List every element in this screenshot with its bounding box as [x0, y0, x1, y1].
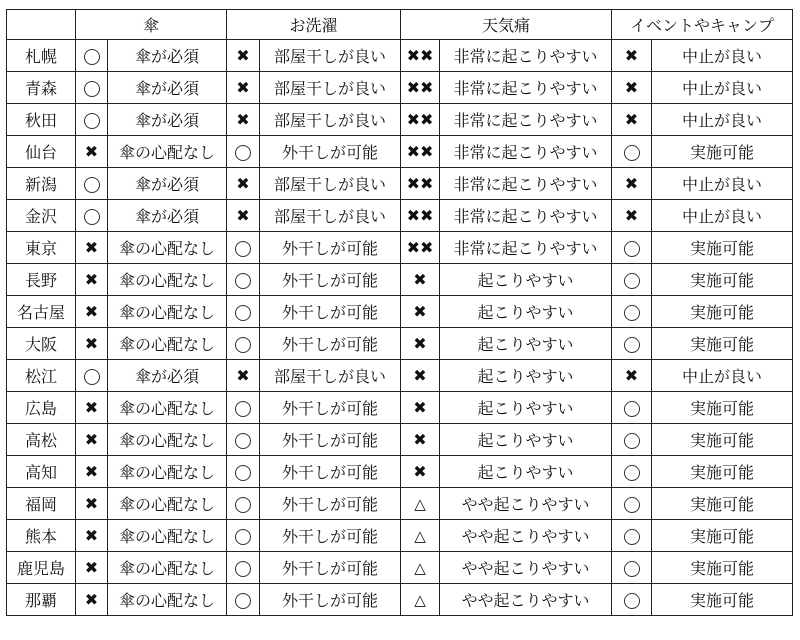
- weather-pain-symbol: [401, 104, 440, 136]
- weather-pain-text: 非常に起こりやすい: [440, 72, 612, 104]
- event-symbol: [612, 488, 652, 520]
- umbrella-symbol: [76, 136, 108, 168]
- event-symbol: [612, 104, 652, 136]
- table-row: [7, 584, 793, 616]
- cross-icon: ✖: [413, 302, 427, 321]
- event-text: 実施可能: [652, 456, 793, 488]
- triangle-icon: △: [414, 527, 426, 545]
- umbrella-text: 傘が必須: [108, 360, 227, 392]
- weather-pain-symbol: [401, 552, 440, 584]
- forecast-table: [6, 9, 793, 616]
- laundry-text: 外干しが可能: [260, 552, 401, 584]
- cross-icon: ✖: [84, 430, 99, 449]
- table-row: [7, 296, 793, 328]
- weather-pain-text: やや起こりやすい: [440, 584, 612, 616]
- city-name: 高知: [7, 456, 76, 488]
- cross-icon: ✖: [624, 46, 639, 65]
- cross-icon: ✖: [413, 398, 427, 417]
- cross-icon: ✖: [84, 526, 99, 545]
- laundry-symbol: [227, 40, 260, 72]
- laundry-text: 外干しが可能: [260, 232, 401, 264]
- laundry-symbol: [227, 296, 260, 328]
- cross-icon: ✖: [84, 590, 99, 609]
- cross-icon: ✖: [413, 430, 427, 449]
- umbrella-symbol: [76, 40, 108, 72]
- circle-icon: [624, 401, 640, 417]
- circle-icon: [235, 145, 251, 161]
- laundry-text: 部屋干しが良い: [260, 72, 401, 104]
- laundry-text: 外干しが可能: [260, 584, 401, 616]
- laundry-symbol: [227, 264, 260, 296]
- event-symbol: [612, 424, 652, 456]
- circle-icon: [235, 401, 251, 417]
- laundry-text: 部屋干しが良い: [260, 360, 401, 392]
- event-text: 中止が良い: [652, 168, 793, 200]
- table-row: [7, 72, 793, 104]
- weather-pain-symbol: [401, 72, 440, 104]
- circle-icon: [624, 465, 640, 481]
- event-text: 中止が良い: [652, 104, 793, 136]
- weather-pain-symbol: [401, 328, 440, 360]
- event-text: 実施可能: [652, 328, 793, 360]
- laundry-text: 部屋干しが良い: [260, 40, 401, 72]
- weather-pain-symbol: [401, 232, 440, 264]
- city-name: 大阪: [7, 328, 76, 360]
- city-name: 東京: [7, 232, 76, 264]
- city-name: 秋田: [7, 104, 76, 136]
- laundry-text: 外干しが可能: [260, 296, 401, 328]
- circle-icon: [235, 465, 251, 481]
- city-name: 金沢: [7, 200, 76, 232]
- weather-pain-text: やや起こりやすい: [440, 520, 612, 552]
- double-cross-icon: ✖✖: [406, 174, 434, 193]
- laundry-text: 外干しが可能: [260, 328, 401, 360]
- circle-icon: [235, 497, 251, 513]
- forecast-table-wrapper: [6, 9, 793, 616]
- cross-icon: ✖: [236, 206, 250, 225]
- event-text: 実施可能: [652, 552, 793, 584]
- city-name: 札幌: [7, 40, 76, 72]
- circle-icon: [235, 561, 251, 577]
- umbrella-symbol: [76, 104, 108, 136]
- circle-icon: [84, 369, 100, 385]
- cross-icon: ✖: [624, 78, 639, 97]
- circle-icon: [235, 273, 251, 289]
- event-symbol: [612, 520, 652, 552]
- circle-icon: [235, 337, 251, 353]
- umbrella-symbol: [76, 328, 108, 360]
- cross-icon: ✖: [236, 78, 250, 97]
- cross-icon: ✖: [624, 110, 639, 129]
- cross-icon: ✖: [236, 46, 250, 65]
- weather-pain-text: 起こりやすい: [440, 360, 612, 392]
- umbrella-symbol: [76, 520, 108, 552]
- cross-icon: ✖: [624, 206, 639, 225]
- umbrella-symbol: [76, 296, 108, 328]
- city-name: 福岡: [7, 488, 76, 520]
- umbrella-symbol: [76, 360, 108, 392]
- city-name: 鹿児島: [7, 552, 76, 584]
- table-row: [7, 520, 793, 552]
- double-cross-icon: ✖✖: [406, 46, 434, 65]
- table-row: [7, 552, 793, 584]
- cross-icon: ✖: [84, 398, 99, 417]
- weather-pain-text: 起こりやすい: [440, 296, 612, 328]
- laundry-symbol: [227, 328, 260, 360]
- cross-icon: ✖: [413, 366, 427, 385]
- laundry-symbol: [227, 488, 260, 520]
- city-name: 広島: [7, 392, 76, 424]
- umbrella-text: 傘の心配なし: [108, 584, 227, 616]
- weather-pain-symbol: [401, 200, 440, 232]
- table-row: [7, 136, 793, 168]
- circle-icon: [624, 529, 640, 545]
- laundry-symbol: [227, 456, 260, 488]
- umbrella-text: 傘が必須: [108, 168, 227, 200]
- cross-icon: ✖: [413, 334, 427, 353]
- header-laundry: お洗濯: [227, 10, 401, 40]
- event-text: 実施可能: [652, 232, 793, 264]
- double-cross-icon: ✖✖: [406, 142, 434, 161]
- umbrella-symbol: [76, 488, 108, 520]
- cross-icon: ✖: [84, 494, 99, 513]
- weather-pain-text: 非常に起こりやすい: [440, 200, 612, 232]
- weather-pain-text: 非常に起こりやすい: [440, 168, 612, 200]
- umbrella-symbol: [76, 200, 108, 232]
- city-name: 熊本: [7, 520, 76, 552]
- city-name: 名古屋: [7, 296, 76, 328]
- cross-icon: ✖: [413, 270, 427, 289]
- umbrella-text: 傘の心配なし: [108, 264, 227, 296]
- cross-icon: ✖: [236, 366, 250, 385]
- event-symbol: [612, 264, 652, 296]
- umbrella-symbol: [76, 168, 108, 200]
- double-cross-icon: ✖✖: [406, 238, 434, 257]
- table-row: [7, 200, 793, 232]
- weather-pain-text: 起こりやすい: [440, 392, 612, 424]
- event-text: 中止が良い: [652, 200, 793, 232]
- umbrella-text: 傘の心配なし: [108, 552, 227, 584]
- weather-pain-symbol: [401, 40, 440, 72]
- table-row: [7, 488, 793, 520]
- laundry-text: 部屋干しが良い: [260, 200, 401, 232]
- circle-icon: [84, 49, 100, 65]
- laundry-symbol: [227, 168, 260, 200]
- laundry-text: 外干しが可能: [260, 264, 401, 296]
- table-row: [7, 168, 793, 200]
- city-name: 新潟: [7, 168, 76, 200]
- event-text: 中止が良い: [652, 72, 793, 104]
- event-symbol: [612, 552, 652, 584]
- event-text: 実施可能: [652, 584, 793, 616]
- weather-pain-text: 起こりやすい: [440, 424, 612, 456]
- weather-pain-symbol: [401, 168, 440, 200]
- event-symbol: [612, 456, 652, 488]
- table-row: [7, 328, 793, 360]
- circle-icon: [235, 433, 251, 449]
- weather-pain-text: やや起こりやすい: [440, 552, 612, 584]
- laundry-text: 外干しが可能: [260, 424, 401, 456]
- weather-pain-symbol: [401, 296, 440, 328]
- triangle-icon: △: [414, 559, 426, 577]
- event-symbol: [612, 232, 652, 264]
- header-events: イベントやキャンプ: [612, 10, 793, 40]
- circle-icon: [84, 177, 100, 193]
- umbrella-text: 傘が必須: [108, 200, 227, 232]
- city-name: 青森: [7, 72, 76, 104]
- laundry-text: 外干しが可能: [260, 392, 401, 424]
- event-symbol: [612, 40, 652, 72]
- cross-icon: ✖: [236, 110, 250, 129]
- city-name: 高松: [7, 424, 76, 456]
- weather-pain-text: 非常に起こりやすい: [440, 40, 612, 72]
- event-text: 実施可能: [652, 136, 793, 168]
- table-row: [7, 264, 793, 296]
- table-row: [7, 392, 793, 424]
- laundry-symbol: [227, 360, 260, 392]
- laundry-symbol: [227, 136, 260, 168]
- cross-icon: ✖: [236, 174, 250, 193]
- weather-pain-text: 非常に起こりやすい: [440, 136, 612, 168]
- umbrella-text: 傘が必須: [108, 104, 227, 136]
- weather-pain-symbol: [401, 264, 440, 296]
- umbrella-text: 傘が必須: [108, 40, 227, 72]
- event-symbol: [612, 168, 652, 200]
- cross-icon: ✖: [84, 302, 99, 321]
- cross-icon: ✖: [413, 462, 427, 481]
- weather-pain-text: 非常に起こりやすい: [440, 232, 612, 264]
- circle-icon: [624, 273, 640, 289]
- event-symbol: [612, 136, 652, 168]
- laundry-symbol: [227, 584, 260, 616]
- cross-icon: ✖: [624, 174, 639, 193]
- weather-pain-symbol: [401, 360, 440, 392]
- laundry-symbol: [227, 392, 260, 424]
- umbrella-text: 傘の心配なし: [108, 456, 227, 488]
- table-row: [7, 360, 793, 392]
- city-name: 松江: [7, 360, 76, 392]
- umbrella-text: 傘の心配なし: [108, 424, 227, 456]
- umbrella-text: 傘の心配なし: [108, 328, 227, 360]
- event-text: 実施可能: [652, 520, 793, 552]
- table-row: [7, 232, 793, 264]
- laundry-symbol: [227, 424, 260, 456]
- table-body: [7, 40, 793, 616]
- umbrella-symbol: [76, 456, 108, 488]
- event-text: 実施可能: [652, 264, 793, 296]
- laundry-symbol: [227, 232, 260, 264]
- umbrella-text: 傘の心配なし: [108, 392, 227, 424]
- circle-icon: [84, 209, 100, 225]
- city-name: 那覇: [7, 584, 76, 616]
- circle-icon: [84, 81, 100, 97]
- cross-icon: ✖: [624, 366, 639, 385]
- laundry-symbol: [227, 200, 260, 232]
- event-text: 実施可能: [652, 424, 793, 456]
- weather-pain-symbol: [401, 136, 440, 168]
- cross-icon: ✖: [84, 238, 99, 257]
- umbrella-symbol: [76, 232, 108, 264]
- cross-icon: ✖: [84, 462, 99, 481]
- weather-pain-text: やや起こりやすい: [440, 488, 612, 520]
- weather-pain-symbol: [401, 424, 440, 456]
- circle-icon: [624, 305, 640, 321]
- city-name: 仙台: [7, 136, 76, 168]
- laundry-symbol: [227, 72, 260, 104]
- table-row: [7, 104, 793, 136]
- circle-icon: [624, 433, 640, 449]
- weather-pain-text: 非常に起こりやすい: [440, 104, 612, 136]
- weather-pain-symbol: [401, 584, 440, 616]
- laundry-text: 部屋干しが良い: [260, 168, 401, 200]
- header-city: [7, 10, 76, 40]
- event-symbol: [612, 584, 652, 616]
- circle-icon: [235, 529, 251, 545]
- weather-pain-symbol: [401, 520, 440, 552]
- laundry-symbol: [227, 552, 260, 584]
- circle-icon: [624, 145, 640, 161]
- cross-icon: ✖: [84, 270, 99, 289]
- umbrella-symbol: [76, 264, 108, 296]
- laundry-text: 外干しが可能: [260, 488, 401, 520]
- circle-icon: [624, 497, 640, 513]
- weather-pain-symbol: [401, 488, 440, 520]
- umbrella-text: 傘の心配なし: [108, 520, 227, 552]
- umbrella-symbol: [76, 552, 108, 584]
- triangle-icon: △: [414, 495, 426, 513]
- weather-pain-symbol: [401, 392, 440, 424]
- event-symbol: [612, 200, 652, 232]
- event-text: 実施可能: [652, 392, 793, 424]
- umbrella-symbol: [76, 72, 108, 104]
- laundry-text: 部屋干しが良い: [260, 104, 401, 136]
- laundry-symbol: [227, 520, 260, 552]
- circle-icon: [235, 241, 251, 257]
- umbrella-text: 傘の心配なし: [108, 232, 227, 264]
- event-text: 実施可能: [652, 488, 793, 520]
- umbrella-text: 傘の心配なし: [108, 488, 227, 520]
- double-cross-icon: ✖✖: [406, 110, 434, 129]
- event-symbol: [612, 296, 652, 328]
- event-text: 中止が良い: [652, 40, 793, 72]
- event-text: 実施可能: [652, 296, 793, 328]
- weather-pain-text: 起こりやすい: [440, 456, 612, 488]
- event-symbol: [612, 360, 652, 392]
- umbrella-symbol: [76, 392, 108, 424]
- event-symbol: [612, 72, 652, 104]
- circle-icon: [624, 561, 640, 577]
- laundry-text: 外干しが可能: [260, 520, 401, 552]
- event-text: 中止が良い: [652, 360, 793, 392]
- table-row: [7, 40, 793, 72]
- event-symbol: [612, 328, 652, 360]
- circle-icon: [624, 593, 640, 609]
- umbrella-text: 傘の心配なし: [108, 296, 227, 328]
- weather-pain-text: 起こりやすい: [440, 264, 612, 296]
- event-symbol: [612, 392, 652, 424]
- umbrella-text: 傘が必須: [108, 72, 227, 104]
- circle-icon: [84, 113, 100, 129]
- laundry-text: 外干しが可能: [260, 456, 401, 488]
- weather-pain-symbol: [401, 456, 440, 488]
- double-cross-icon: ✖✖: [406, 78, 434, 97]
- header-weather-pain: 天気痛: [401, 10, 612, 40]
- double-cross-icon: ✖✖: [406, 206, 434, 225]
- umbrella-symbol: [76, 584, 108, 616]
- weather-pain-text: 起こりやすい: [440, 328, 612, 360]
- table-row: [7, 424, 793, 456]
- laundry-text: 外干しが可能: [260, 136, 401, 168]
- city-name: 長野: [7, 264, 76, 296]
- umbrella-text: 傘の心配なし: [108, 136, 227, 168]
- circle-icon: [624, 337, 640, 353]
- cross-icon: ✖: [84, 558, 99, 577]
- cross-icon: ✖: [84, 142, 99, 161]
- header-row: [7, 10, 793, 40]
- laundry-symbol: [227, 104, 260, 136]
- cross-icon: ✖: [84, 334, 99, 353]
- circle-icon: [624, 241, 640, 257]
- circle-icon: [235, 305, 251, 321]
- header-umbrella: 傘: [76, 10, 227, 40]
- triangle-icon: △: [414, 591, 426, 609]
- umbrella-symbol: [76, 424, 108, 456]
- table-row: [7, 456, 793, 488]
- circle-icon: [235, 593, 251, 609]
